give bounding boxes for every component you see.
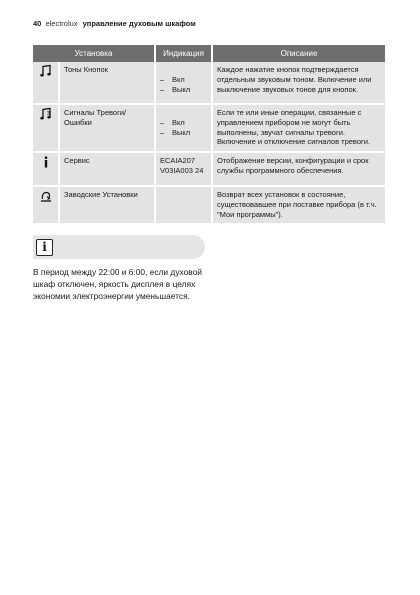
music-note-icon xyxy=(39,64,53,78)
table-row xyxy=(33,62,385,104)
page-number: 40 xyxy=(33,19,42,28)
column-header-setting: Установка xyxy=(33,45,155,62)
indication-cell: – Вкл – Выкл xyxy=(155,104,212,152)
indication-empty xyxy=(155,186,212,224)
info-icon: i xyxy=(36,239,53,256)
table-header-row xyxy=(33,45,385,62)
indication-off: Выкл xyxy=(172,84,191,94)
row-icon-cell xyxy=(33,152,59,186)
table-row xyxy=(33,152,385,186)
settings-table xyxy=(33,45,385,225)
setting-name: Сервис xyxy=(59,152,155,186)
row-icon-cell xyxy=(33,186,59,224)
column-header-indication: Индикация xyxy=(155,45,212,62)
factory-reset-icon xyxy=(39,189,53,203)
setting-name: Заводские Установки xyxy=(59,186,155,224)
description-cell: Отображение версии, конфигурации и срок службы программного обеспечения. xyxy=(212,152,385,186)
description-cell: Возврат всех установок в состояние, существовавшее при поставке прибора (в т.ч. "Мои программы"). xyxy=(212,186,385,224)
brand-name: electrolux xyxy=(45,19,78,28)
svg-text:3: 3 xyxy=(46,111,50,117)
section-title: управление духовым шкафом xyxy=(82,19,196,28)
description-cell: Если те или иные операции, связанные с управлением прибором не могут быть выполнены, звучат сигналы тревоги. Включение и отключение сигналов тревоги. xyxy=(212,104,385,152)
row-icon-cell xyxy=(33,62,59,104)
setting-name: Тоны Кнопок xyxy=(59,62,155,104)
table-row xyxy=(33,186,385,224)
alarm-tones-icon xyxy=(39,107,53,121)
info-i-icon xyxy=(39,155,53,169)
indication-on: Вкл xyxy=(172,118,185,127)
setting-name: Сигналы Тревоги/ Ошибки xyxy=(59,104,155,152)
column-header-description: Описание xyxy=(212,45,385,62)
indication-off: Выкл xyxy=(172,127,191,137)
info-note-bar xyxy=(33,235,205,259)
info-note-text: В период между 22:00 и 6:00, если духовой шкаф отключен, яркость дисплея в целях экономии электроэнергии уменьшается. xyxy=(33,267,202,302)
indication-cell: – Вкл – Выкл xyxy=(155,62,212,104)
row-icon-cell xyxy=(33,104,59,152)
indication-on: Вкл xyxy=(172,75,185,84)
page-header xyxy=(33,19,196,28)
indication-version: ECAIA207 V03IA003 24 xyxy=(155,152,212,186)
description-cell: Каждое нажатие кнопок подтверждается отдельным звуковым тоном. Включение или выключение звуковых тонов для кнопок. xyxy=(212,62,385,104)
table-row xyxy=(33,104,385,152)
